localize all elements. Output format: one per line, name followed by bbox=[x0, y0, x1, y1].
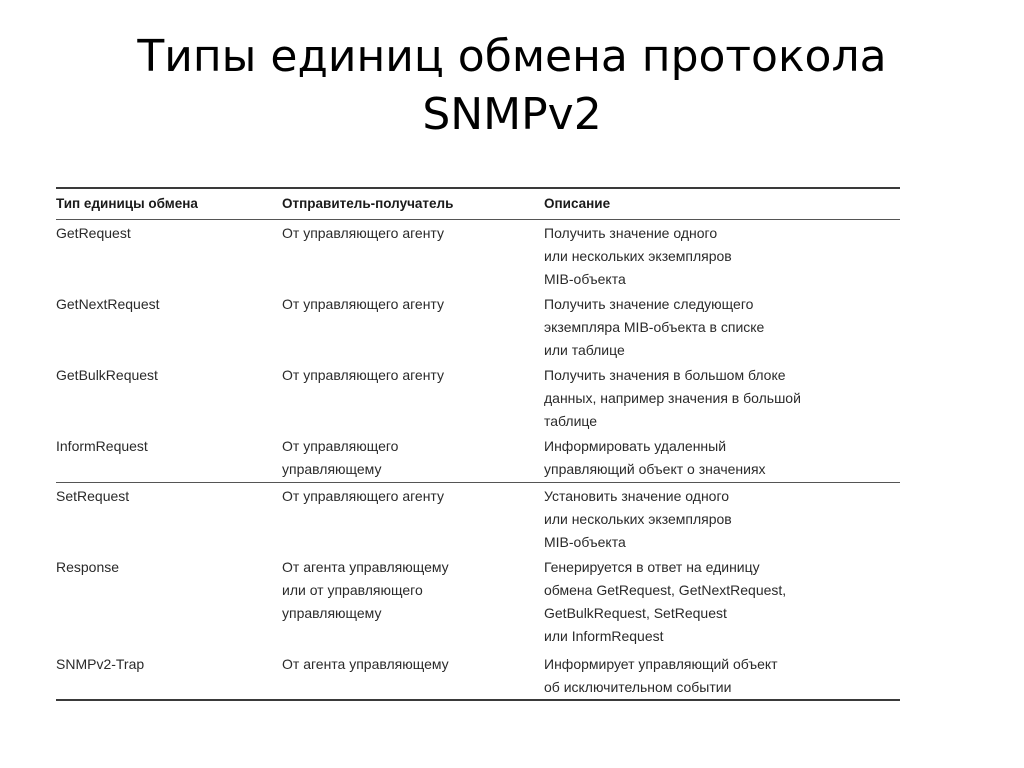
cell-direction bbox=[282, 293, 544, 316]
cell-type: GetNextRequest bbox=[56, 296, 160, 312]
cell-type: SNMPv2-Trap bbox=[56, 656, 145, 672]
cell-description-line: Информировать удаленный bbox=[544, 438, 727, 454]
header-type: Тип единицы обмена bbox=[56, 196, 198, 211]
slide-title-line-2: SNMPv2 bbox=[422, 89, 602, 140]
cell-direction bbox=[282, 435, 544, 481]
pdu-types-table bbox=[56, 187, 900, 701]
cell-description-line: Установить значение одного bbox=[544, 488, 730, 504]
table-row bbox=[56, 362, 900, 433]
cell-description-line: об исключительном событии bbox=[544, 679, 732, 695]
cell-description-line: Получить значение одного bbox=[544, 225, 718, 241]
table-row bbox=[56, 651, 900, 699]
cell-direction-line: или от управляющего bbox=[282, 582, 423, 598]
cell-description bbox=[544, 653, 900, 699]
table-row bbox=[56, 291, 900, 362]
cell-description-line: или InformRequest bbox=[544, 628, 664, 644]
table-row bbox=[56, 220, 900, 291]
cell-description bbox=[544, 556, 900, 648]
cell-direction bbox=[282, 653, 544, 676]
cell-description-line: Получить значения в большом блоке bbox=[544, 367, 786, 383]
cell-direction-line: От агента управляющему bbox=[282, 559, 449, 575]
cell-description-line: или нескольких экземпляров bbox=[544, 511, 732, 527]
cell-description-line: данных, например значения в большой bbox=[544, 390, 801, 406]
cell-description-line: Генерируется в ответ на единицу bbox=[544, 559, 760, 575]
slide-title-line-1: Типы единиц обмена протокола bbox=[137, 31, 887, 82]
cell-direction bbox=[282, 485, 544, 508]
cell-direction bbox=[282, 222, 544, 245]
cell-direction-line: управляющему bbox=[282, 605, 382, 621]
cell-description-line: Информирует управляющий объект bbox=[544, 656, 778, 672]
cell-direction-line: управляющему bbox=[282, 461, 382, 477]
cell-direction bbox=[282, 364, 544, 387]
cell-description bbox=[544, 364, 900, 433]
cell-description-line: обмена GetRequest, GetNextRequest, bbox=[544, 582, 787, 598]
cell-direction-line: От управляющего агенту bbox=[282, 367, 445, 383]
cell-description-line bbox=[544, 481, 900, 482]
cell-type: GetRequest bbox=[56, 225, 131, 241]
header-description: Описание bbox=[544, 196, 611, 211]
cell-description-line: экземпляра MIB-объекта в списке bbox=[544, 319, 765, 335]
cell-description bbox=[544, 222, 900, 291]
cell-description bbox=[544, 293, 900, 362]
cell-type: InformRequest bbox=[56, 438, 148, 454]
cell-description bbox=[544, 485, 900, 554]
table-row bbox=[56, 483, 900, 554]
cell-direction-line: От управляющего bbox=[282, 438, 399, 454]
cell-type: GetBulkRequest bbox=[56, 367, 158, 383]
cell-direction-line: От агента управляющему bbox=[282, 656, 449, 672]
slide-title bbox=[0, 28, 1024, 144]
cell-direction bbox=[282, 556, 544, 625]
table-header-row bbox=[56, 189, 900, 219]
cell-description-line: GetBulkRequest, SetRequest bbox=[544, 605, 727, 621]
cell-description-line: или таблице bbox=[544, 342, 625, 358]
cell-type: Response bbox=[56, 559, 120, 575]
cell-description-line: MIB-объекта bbox=[544, 534, 626, 550]
cell-direction-line: От управляющего агенту bbox=[282, 296, 445, 312]
table-row bbox=[56, 554, 900, 651]
cell-description bbox=[544, 435, 900, 482]
table-bottom-rule bbox=[56, 699, 900, 701]
cell-description-line: MIB-объекта bbox=[544, 271, 626, 287]
table-row bbox=[56, 433, 900, 482]
header-direction: Отправитель-получатель bbox=[282, 196, 454, 211]
cell-description-line: Получить значение следующего bbox=[544, 296, 754, 312]
cell-direction-line: От управляющего агенту bbox=[282, 225, 445, 241]
cell-direction-line: От управляющего агенту bbox=[282, 488, 445, 504]
cell-description-line: управляющий объект о значениях bbox=[544, 461, 766, 477]
cell-description-line: или нескольких экземпляров bbox=[544, 248, 732, 264]
cell-description-line: таблице bbox=[544, 413, 598, 429]
cell-type: SetRequest bbox=[56, 488, 130, 504]
